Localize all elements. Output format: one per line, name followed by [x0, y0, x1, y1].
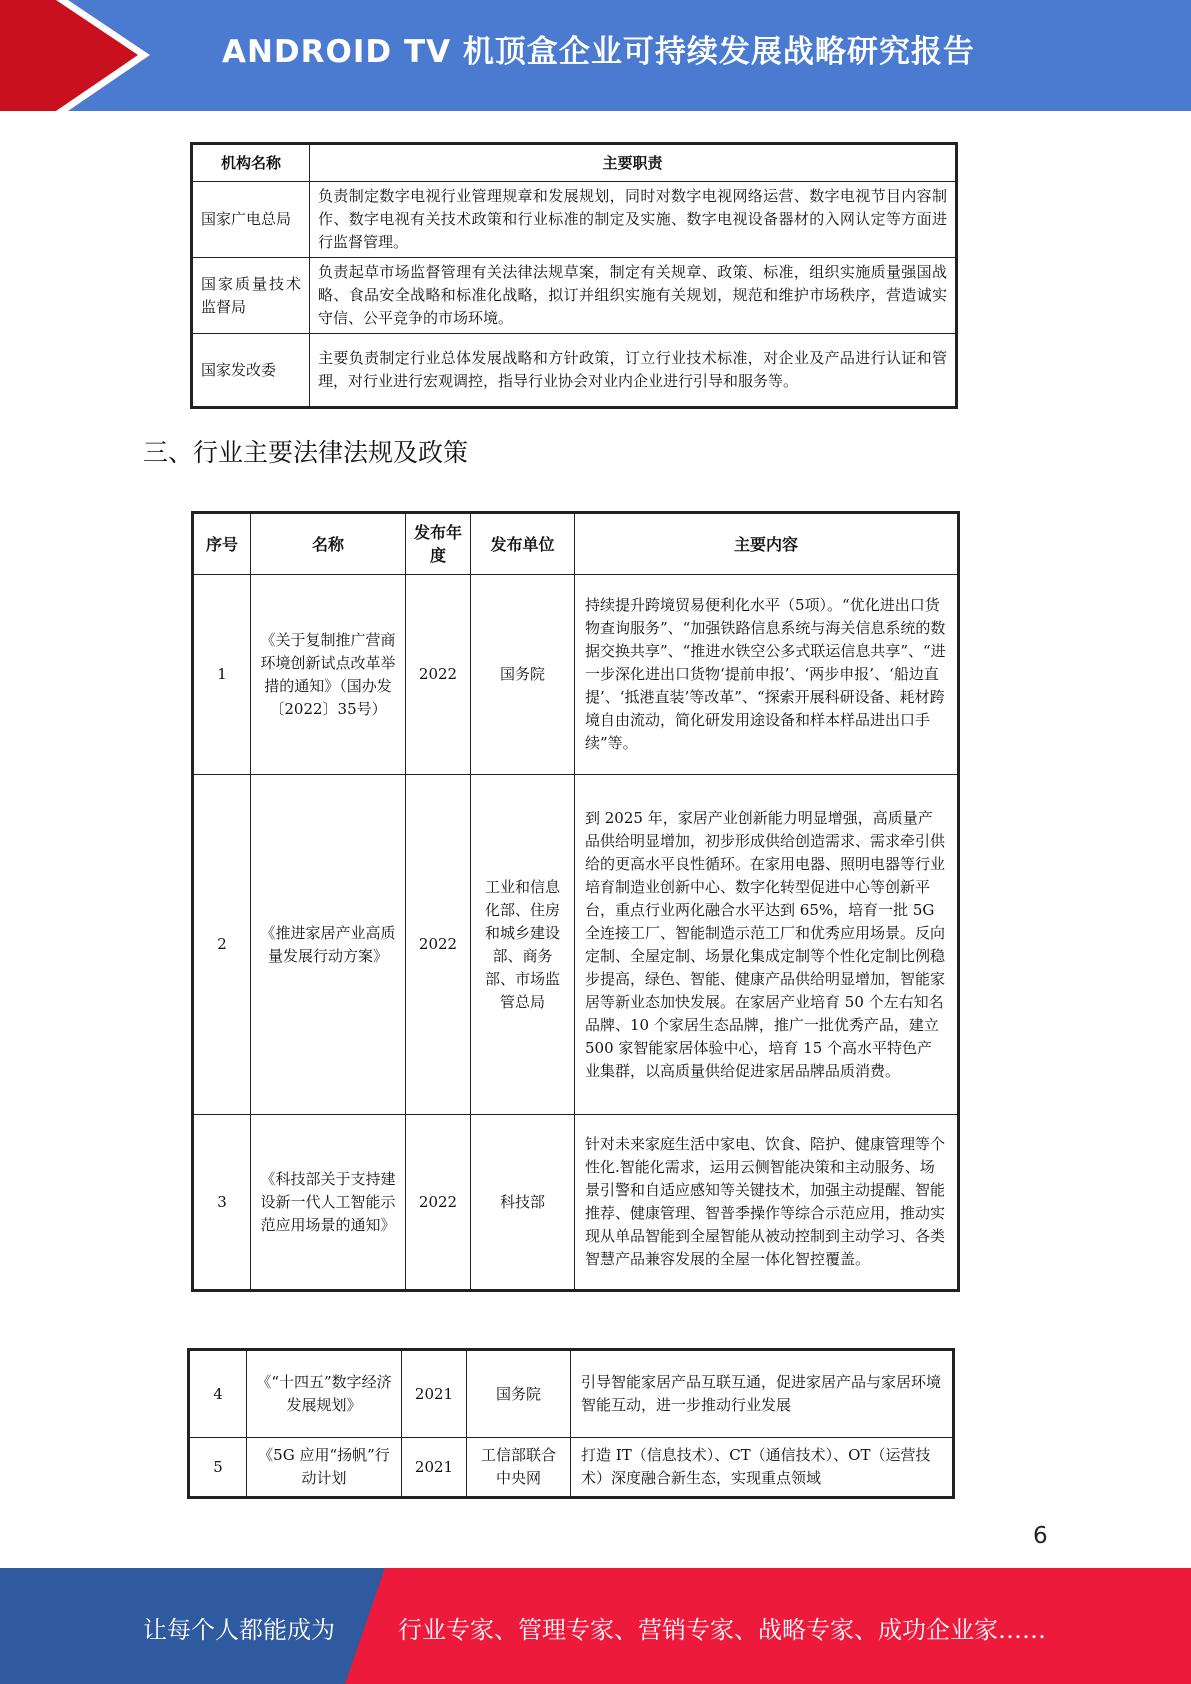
agency-name: 国家广电总局	[192, 182, 310, 258]
table-row	[193, 775, 959, 1115]
page-number: 6	[1033, 1523, 1048, 1549]
table-header-row	[192, 144, 957, 182]
report-title: ANDROID TV 机顶盒企业可持续发展战略研究报告	[222, 34, 975, 70]
table-row	[193, 1115, 959, 1291]
policy-issuer: 工业和信息化部、住房和城乡建设部、商务部、市场监管总局	[471, 775, 575, 1115]
row-number: 4	[189, 1350, 247, 1438]
table-row	[192, 334, 957, 408]
section-title: 三、行业主要法律法规及政策	[143, 438, 469, 467]
table-row	[192, 182, 957, 258]
policy-content: 打造 IT（信息技术）、CT（通信技术）、OT（运营技术）深度融合新生态，实现重点领域	[571, 1438, 954, 1498]
agencies-table	[190, 142, 958, 409]
agency-duty: 负责起草市场监督管理有关法律法规草案，制定有关规章、政策、标准，组织实施质量强国战略、食品安全战略和标准化战略，拟订并组织实施有关规划，规范和维护市场秩序，营造诚实守信、公平竞争的市场环境。	[310, 258, 957, 334]
row-number: 3	[193, 1115, 251, 1291]
column-header: 发布单位	[471, 513, 575, 575]
policy-content: 持续提升跨境贸易便利化水平（5项）。“优化进出口货物查询服务”、“加强铁路信息系统与海关信息系统的数据交换共享”、“推进水铁空公多式联运信息共享”、“进一步深化进出口货物‘提前申报’、‘两步申报’、‘船边直提’、‘抵港直装’等改革”、“探索开展科研设备、耗材跨境自由流动，简化研发用途设备和样本样品进出口手续”等。	[575, 575, 959, 775]
policy-content: 针对未来家庭生活中家电、饮食、陪护、健康管理等个性化.智能化需求，运用云侧智能决策和主动服务、场景引警和自适应感知等关键技术，加强主动提醒、智能推荐、健康管理、智普季操作等综合示范应用，推动实现从单品智能到全屋智能从被动控制到主动学习、各类智慧产品兼容发展的全屋一体化智控覆盖。	[575, 1115, 959, 1291]
column-header: 机构名称	[192, 144, 310, 182]
page-header	[0, 0, 1191, 111]
policy-content: 引导智能家居产品互联互通，促进家居产品与家居环境智能互动，进一步推动行业发展	[571, 1350, 954, 1438]
page-footer	[0, 1568, 1191, 1684]
column-header: 名称	[251, 513, 406, 575]
row-number: 1	[193, 575, 251, 775]
policy-issuer: 国务院	[471, 575, 575, 775]
policy-name: 《关于复制推广营商环境创新试点改革举措的通知》（国办发〔2022〕35号）	[251, 575, 406, 775]
policy-name: 《“十四五”数字经济发展规划》	[247, 1350, 402, 1438]
policy-year: 2022	[406, 575, 471, 775]
policy-year: 2022	[406, 1115, 471, 1291]
policy-table-continued	[187, 1348, 955, 1499]
column-header: 主要职责	[310, 144, 957, 182]
column-header: 发布年度	[406, 513, 471, 575]
table-row	[193, 575, 959, 775]
policy-name: 《5G 应用“扬帆”行动计划	[247, 1438, 402, 1498]
policy-issuer: 国务院	[467, 1350, 571, 1438]
row-number: 2	[193, 775, 251, 1115]
policy-year: 2022	[406, 775, 471, 1115]
policy-table	[191, 511, 960, 1292]
table-row	[189, 1350, 954, 1438]
column-header: 序号	[193, 513, 251, 575]
header-red-arrow	[0, 0, 150, 111]
policy-year: 2021	[402, 1350, 467, 1438]
table-row	[192, 258, 957, 334]
footer-slogan-left: 让每个人都能成为	[143, 1616, 335, 1644]
agency-duty: 负责制定数字电视行业管理规章和发展规划，同时对数字电视网络运营、数字电视节目内容制作、数字电视有关技术政策和行业标准的制定及实施、数字电视设备器材的入网认定等方面进行监督管理。	[310, 182, 957, 258]
table-header-row	[193, 513, 959, 575]
policy-issuer: 工信部联合中央网	[467, 1438, 571, 1498]
policy-content: 到 2025 年，家居产业创新能力明显增强，高质量产品供给明显增加，初步形成供给创造需求、需求牵引供给的更高水平良性循环。在家用电器、照明电器等行业培育制造业创新中心、数字化转型促进中心等创新平台，重点行业两化融合水平达到 65%，培育一批 5G 全连接工厂、智能制造示范工厂和优秀应用场景。反向定制、全屋定制、场景化集成定制等个性化定制比例稳步提高，绿色、智能、健康产品供给明显增加，智能家居等新业态加快发展。在家居产业培育 50 个左右知名品牌、10 个家居生态品牌，推广一批优秀产品，建立 500 家智能家居体验中心，培育 15 个高水平特色产业集群，以高质量供给促进家居品牌品质消费。	[575, 775, 959, 1115]
column-header: 主要内容	[575, 513, 959, 575]
table-row	[189, 1438, 954, 1498]
footer-slogan-right: 行业专家、管理专家、营销专家、战略专家、成功企业家……	[398, 1616, 1046, 1644]
row-number: 5	[189, 1438, 247, 1498]
policy-name: 《推进家居产业高质量发展行动方案》	[251, 775, 406, 1115]
policy-issuer: 科技部	[471, 1115, 575, 1291]
policy-name: 《科技部关于支持建设新一代人工智能示范应用场景的通知》	[251, 1115, 406, 1291]
agency-name: 国家发改委	[192, 334, 310, 408]
policy-year: 2021	[402, 1438, 467, 1498]
agency-duty: 主要负责制定行业总体发展战略和方针政策，订立行业技术标准，对企业及产品进行认证和管理，对行业进行宏观调控，指导行业协会对业内企业进行引导和服务等。	[310, 334, 957, 408]
agency-name: 国家质量技术监督局	[192, 258, 310, 334]
